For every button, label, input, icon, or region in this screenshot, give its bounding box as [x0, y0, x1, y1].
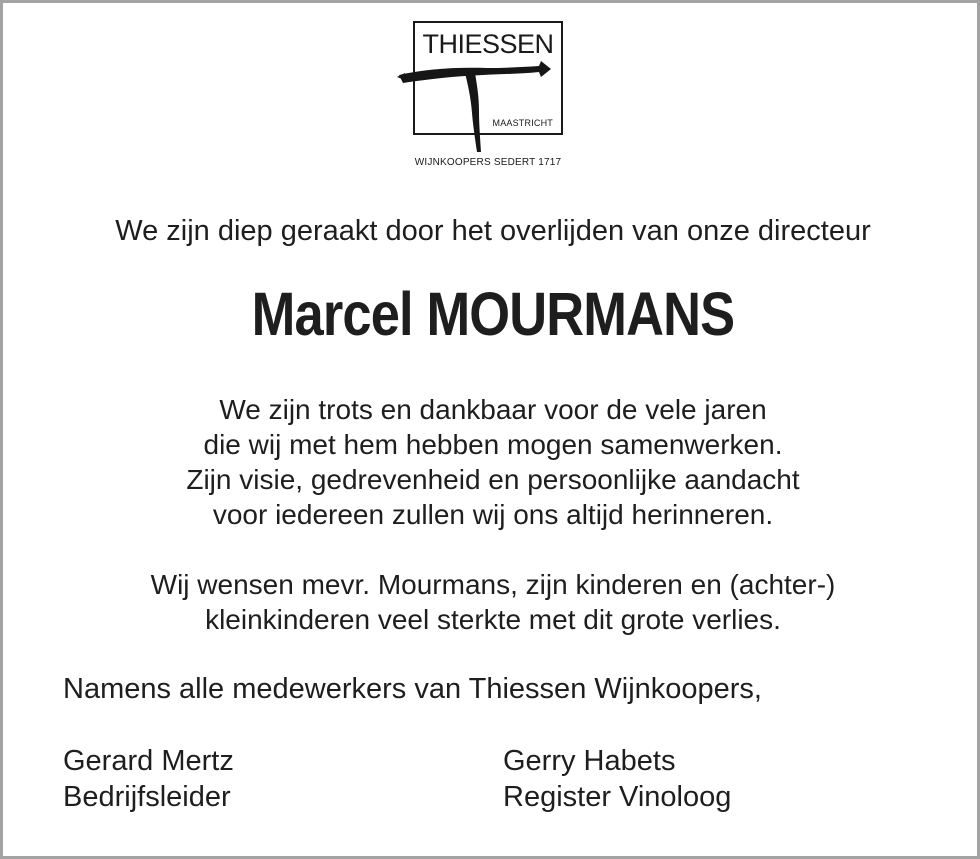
tribute-line: die wij met hem hebben mogen samenwerken. — [203, 429, 783, 460]
signatory-left — [63, 743, 234, 815]
logo-city: MAASTRICHT — [492, 118, 553, 128]
tribute-line: Zijn visie, gedrevenheid en persoonlijke aandacht — [186, 464, 800, 495]
signatory-title: Register Vinoloog — [503, 781, 732, 813]
tribute-line: voor iedereen zullen wij ons altijd herinneren. — [212, 499, 774, 530]
brush-stroke-t-logo-icon — [395, 55, 555, 155]
closing-text: Namens alle medewerkers van Thiessen Wijnkoopers, — [63, 673, 762, 705]
signatory-name: Gerry Habets — [503, 745, 676, 777]
signatory-name: Gerard Mertz — [63, 745, 234, 777]
condolence-line: kleinkinderen veel sterkte met dit grote verlies. — [205, 604, 781, 635]
intro-text: We zijn diep geraakt door het overlijden van onze directeur — [115, 215, 871, 247]
condolence-line: Wij wensen mevr. Mourmans, zijn kinderen en (achter-) — [150, 569, 836, 600]
logo-name: THIESSEN — [422, 29, 554, 59]
signatory-right — [503, 743, 731, 815]
deceased-name: Marcel MOURMANS — [251, 280, 735, 348]
tribute-paragraph — [3, 392, 980, 532]
signatory-title: Bedrijfsleider — [63, 781, 231, 813]
tribute-line: We zijn trots en dankbaar voor de vele jaren — [219, 394, 767, 425]
condolence-paragraph — [3, 567, 980, 637]
logo-tagline: WIJNKOOPERS SEDERT 1717 — [414, 157, 562, 168]
